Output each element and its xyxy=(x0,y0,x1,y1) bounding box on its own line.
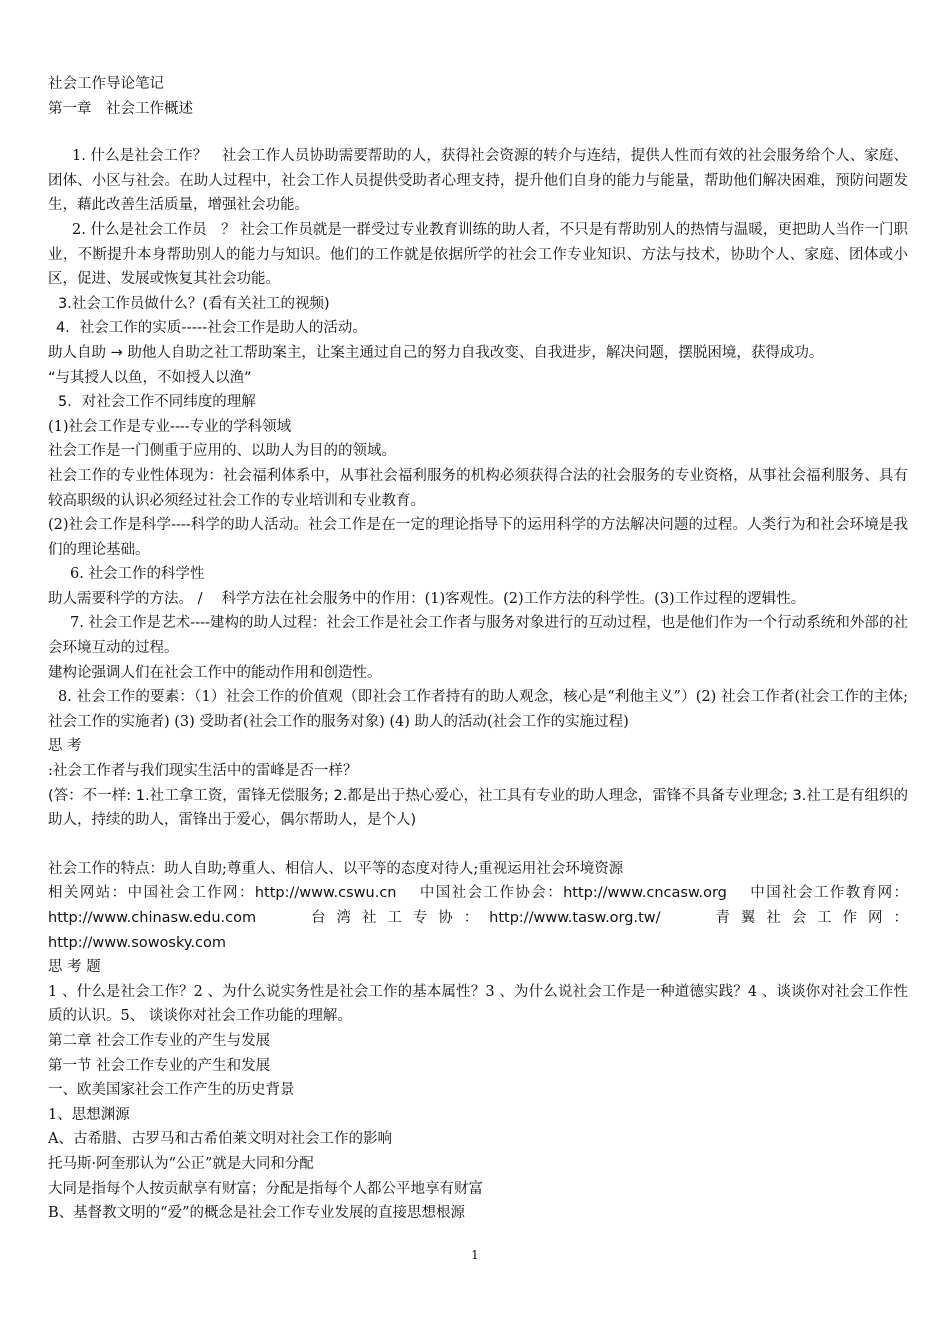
paragraph-characteristics: 社会工作的特点：助人自助;尊重人、相信人、以平等的态度对待人;重视运用社会环境资源 xyxy=(48,860,624,877)
paragraph-quote: “与其授人以鱼，不如授人以渔” xyxy=(48,369,252,386)
paragraph-lei-feng-answer: (答：不一样: 1.社工拿工资，雷锋无偿服务; 2.都是出于热心爱心，社工具有专业的助人理念，雷锋不具备专业理念; 3.社工是有组织的助人，持续的助人，雷锋出于爱心，偶尔帮助人，是个人) xyxy=(48,787,908,829)
spacer xyxy=(48,121,908,144)
related-websites xyxy=(48,881,908,955)
paragraph-elements: 8. 社会工作的要素：（1）社会工作的价值观（即社会工作者持有的助人观念，核心是“利他主义”）(2) 社会工作者(社会工作的主体; 社会工作的实施者) (3) 受助者(社会工作的服务对象) (4) 助人的活动(社会工作的实施过程) xyxy=(48,689,908,730)
paragraph-christian-love: B、基督教文明的“爱”的概念是社会工作专业发展的直接思想根源 xyxy=(48,1205,465,1222)
paragraph-aquinas: 托马斯·阿奎那认为“公正”就是大同和分配 xyxy=(48,1155,314,1172)
document-page xyxy=(48,72,908,1226)
link-cncasw[interactable]: http://www.cncasw.org xyxy=(563,885,727,902)
paragraph-lei-feng-question: :社会工作者与我们现实生活中的雷峰是否一样？ xyxy=(48,763,358,780)
paragraph-questions: 1 、什么是社会工作？2 、为什么说实务性是社会工作的基本属性？3 、为什么说社会工作是一种道德实践？4 、谈谈你对社会工作性质的认识。5、 谈谈你对社会工作功能的理解。 xyxy=(48,983,908,1025)
paragraph-art: 7. 社会工作是艺术----建构的助人过程：社会工作是社会工作者与服务对象进行的互动过程，也是他们作为一个行动系统和外部的社会环境互动的过程。 xyxy=(48,615,908,657)
link-sowosky[interactable]: http://www.sowosky.com xyxy=(48,934,226,951)
link-label-sowosky: 青翼社会工作网： xyxy=(704,910,908,926)
chapter-1-heading: 第一章 社会工作概述 xyxy=(48,100,193,117)
link-cswu[interactable]: http://www.cswu.cn xyxy=(254,885,397,902)
paragraph-scientific-heading: 6. 社会工作的科学性 xyxy=(70,566,205,583)
paragraph-applied-field: 社会工作是一门侧重于应用的、以助人为目的的领域。 xyxy=(48,443,396,460)
paragraph-dimensions-heading: 5．对社会工作不同纬度的理解 xyxy=(58,394,256,411)
link-label-chinasw: 中国社会工作教育网： xyxy=(748,885,909,902)
paragraph-think-heading: 思 考 xyxy=(48,738,82,755)
paragraph-datong: 大同是指每个人按贡献享有财富；分配是指每个人都公平地享有财富 xyxy=(48,1180,483,1197)
spacer xyxy=(48,833,908,857)
document-title: 社会工作导论笔记 xyxy=(48,76,164,92)
paragraph-what-do-social-workers-do: 3.社会工作员做什么？(看有关社工的视频) xyxy=(58,295,330,312)
link-label-cswu: 中国社会工作网： xyxy=(127,885,255,902)
links-prefix: 相关网站： xyxy=(48,885,128,902)
link-label-tasw: 台湾社工专协： xyxy=(300,910,490,926)
paragraph-help-self-help: 助人自助 → 助他人自助之社工帮助案主，让案主通过自己的努力自我改变、自我进步，解决问题，摆脱困境，获得成功。 xyxy=(48,344,824,361)
paragraph-ancient-civilizations: A、古希腊、古罗马和古希伯莱文明对社会工作的影响 xyxy=(48,1131,392,1148)
link-chinasw[interactable]: http://www.chinasw.edu.com xyxy=(48,910,257,926)
page-number: 1 xyxy=(471,1248,479,1262)
paragraph-questions-heading: 思 考 题 xyxy=(48,959,101,976)
paragraph-science: (2)社会工作是科学----科学的助人活动。社会工作是在一定的理论指导下的运用科学的方法解决问题的过程。人类行为和社会环境是我们的理论基础。 xyxy=(48,517,908,558)
chapter-2-heading: 第二章 社会工作专业的产生与发展 xyxy=(48,1032,271,1049)
paragraph-what-is-social-worker: 2. 什么是社会工作员 ？ 社会工作员就是一群受过专业教育训练的助人者，不只是有帮助别人的热情与温暖，更把助人当作一门职业，不断提升本身帮助别人的能力与知识。他们的工作就是依据所学的社会工作专业知识、方法与技术，协助个人、家庭、团体或小区，促进、发展或恢复其社会功能。 xyxy=(48,221,908,288)
paragraph-profession: (1)社会工作是专业----专业的学科领域 xyxy=(48,418,292,435)
paragraph-professionalism: 社会工作的专业性体现为：社会福利体系中，从事社会福利服务的机构必须获得合法的社会服务的专业资格，从事社会福利服务、具有较高职级的认识必须经过社会工作的专业培训和专业教育。 xyxy=(48,467,908,509)
section-1-heading: 第一节 社会工作专业的产生和发展 xyxy=(48,1057,271,1074)
paragraph-essence: 4．社会工作的实质-----社会工作是助人的活动。 xyxy=(56,320,367,337)
paragraph-constructivism: 建构论强调人们在社会工作中的能动作用和创造性。 xyxy=(48,664,382,681)
link-label-cncasw: 中国社会工作协会： xyxy=(418,885,564,902)
heading-historical-background: 一、欧美国家社会工作产生的历史背景 xyxy=(48,1082,295,1099)
paragraph-scientific-method: 助人需要科学的方法。 / 科学方法在社会服务中的作用：(1)客观性。(2)工作方法的科学性。(3)工作过程的逻辑性。 xyxy=(48,590,806,607)
paragraph-what-is-social-work: 1. 什么是社会工作？ 社会工作人员协助需要帮助的人，获得社会资源的转介与连结，提供人性而有效的社会服务给个人、家庭、团体、小区与社会。在助人过程中，社会工作人员提供受助者心理支持，提升他们自身的能力与能量，帮助他们解决困难，预防问题发生，藉此改善生活质量，增强社会功能。 xyxy=(48,148,908,214)
link-tasw[interactable]: http://www.tasw.org.tw/ xyxy=(489,910,661,926)
heading-ideological-origins: 1、思想渊源 xyxy=(48,1106,130,1123)
